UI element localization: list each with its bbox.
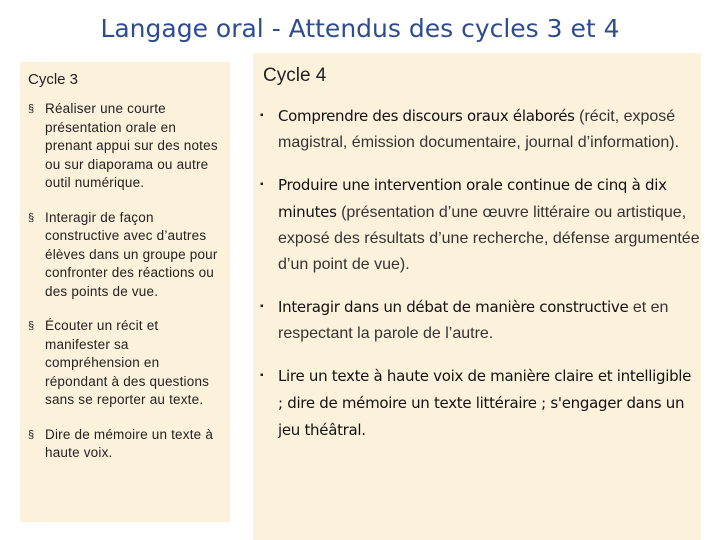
cycle4-heading: Cycle 4 — [263, 65, 327, 86]
cycle3-item-text: Écouter un récit et manifester sa compréhension en répondant à des questions sans se reporter au texte. — [45, 318, 210, 407]
cycle4-item — [260, 363, 700, 444]
page-title: Langage oral - Attendus des cycles 3 et 4 — [100, 14, 620, 43]
cycle3-heading: Cycle 3 — [28, 71, 79, 88]
bullet-icon: ▪ — [260, 179, 264, 190]
cycle4-item-text: (récit, exposé magistral, émission documentaire, journal d’information). — [278, 108, 680, 151]
cycle3-item — [28, 100, 224, 193]
bullet-icon: ▪ — [260, 370, 264, 381]
bullet-icon: § — [28, 428, 35, 441]
bullet-icon: ▪ — [260, 301, 264, 312]
cycle4-item — [260, 294, 700, 347]
cycle3-item-text: Interagir de façon constructive avec d’autres élèves dans un groupe pour confronter des réactions ou des points de vue. — [45, 209, 218, 299]
cycle3-item-text: Dire de mémoire un texte à haute voix. — [45, 426, 214, 460]
bullet-icon: ▪ — [260, 110, 264, 121]
cycle3-list — [28, 100, 224, 479]
cycle4-item-text: (présentation d’une œuvre littéraire ou artistique, exposé des résultats d’une recherche, défense argumentée d’un point de vue). — [278, 204, 700, 273]
bullet-icon: § — [28, 103, 35, 115]
cycle4-item-emphasis: Lire un texte à haute voix de manière claire et intelligible ; dire de mémoire un texte littéraire ; s'engager dans un jeu théâtral. — [278, 367, 692, 439]
cycle3-item-text: Réaliser une courte présentation orale en prenant appui sur des notes ou sur diaporama ou autre outil numérique. — [45, 101, 218, 190]
cycle3-item — [28, 317, 224, 410]
bullet-icon: § — [28, 320, 35, 332]
cycle4-item-emphasis: Produire une intervention orale continue de cinq à dix minutes — [278, 176, 667, 221]
cycle4-list — [260, 103, 700, 460]
cycle3-item — [28, 426, 224, 463]
cycle4-item-text: et en respectant la parole de l’autre. — [278, 299, 669, 342]
cycle3-item — [28, 209, 224, 302]
cycle4-item — [260, 172, 700, 278]
cycle4-item-emphasis: Interagir dans un débat de manière constructive — [278, 298, 629, 316]
cycle4-item — [260, 103, 700, 156]
cycle4-item-emphasis: Comprendre des discours oraux élaborés — [278, 107, 575, 125]
bullet-icon: § — [28, 211, 35, 224]
